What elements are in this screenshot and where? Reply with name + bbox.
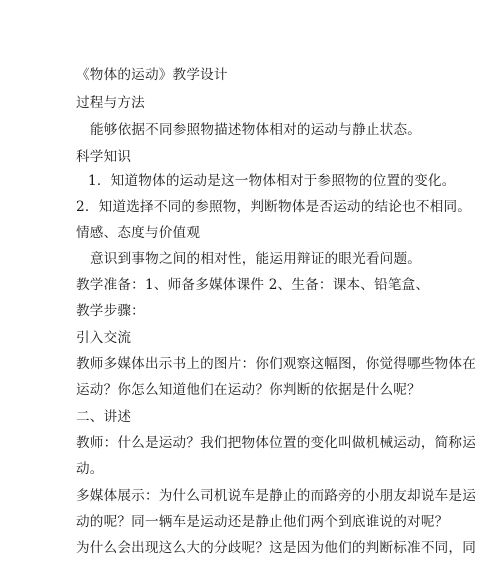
heading-process-method: 过程与方法: [76, 95, 145, 111]
intro-paragraph-line-2: 运动？你怎么知道他们在运动？你判断的依据是什么呢？: [76, 382, 421, 398]
list-item-1: 1．知道物体的运动是这一物体相对于参照物的位置的变化。: [88, 173, 456, 189]
heading-science-knowledge: 科学知识: [76, 149, 132, 165]
teaching-preparation: 教学准备：1、师备多媒体课件 2、生备：课本、铅笔盒、: [76, 277, 430, 293]
document-title: 《物体的运动》教学设计: [76, 67, 228, 83]
paragraph-process-method: 能够依据不同参照物描述物体相对的运动与静止状态。: [90, 122, 422, 138]
heading-introduction: 引入交流: [76, 330, 132, 346]
teacher-paragraph-line-1: 教师：什么是运动？我们把物体位置的变化叫做机械运动，简称运: [76, 435, 477, 451]
heading-emotion-attitude: 情感、态度与价值观: [76, 225, 201, 241]
media-paragraph-line-2: 动的呢？同一辆车是运动还是静止他们两个到底谁说的对呢？: [76, 514, 449, 530]
heading-section-two: 二、讲述: [76, 409, 132, 425]
paragraph-emotion-attitude: 意识到事物之间的相对性，能运用辩证的眼光看问题。: [90, 251, 422, 267]
why-paragraph-line-1: 为什么会出现这么大的分歧呢？这是因为他们的判断标准不同，同: [76, 540, 477, 556]
teacher-paragraph-line-2: 动。: [76, 461, 104, 477]
teaching-steps-label: 教学步骤：: [76, 303, 145, 319]
list-item-2: 2．知道选择不同的参照物，判断物体是否运动的结论也不相同。: [76, 199, 472, 215]
intro-paragraph-line-1: 教师多媒体出示书上的图片：你们观察这幅图，你觉得哪些物体在: [76, 356, 477, 372]
media-paragraph-line-1: 多媒体展示：为什么司机说车是静止的而路旁的小朋友却说车是运: [76, 488, 477, 504]
